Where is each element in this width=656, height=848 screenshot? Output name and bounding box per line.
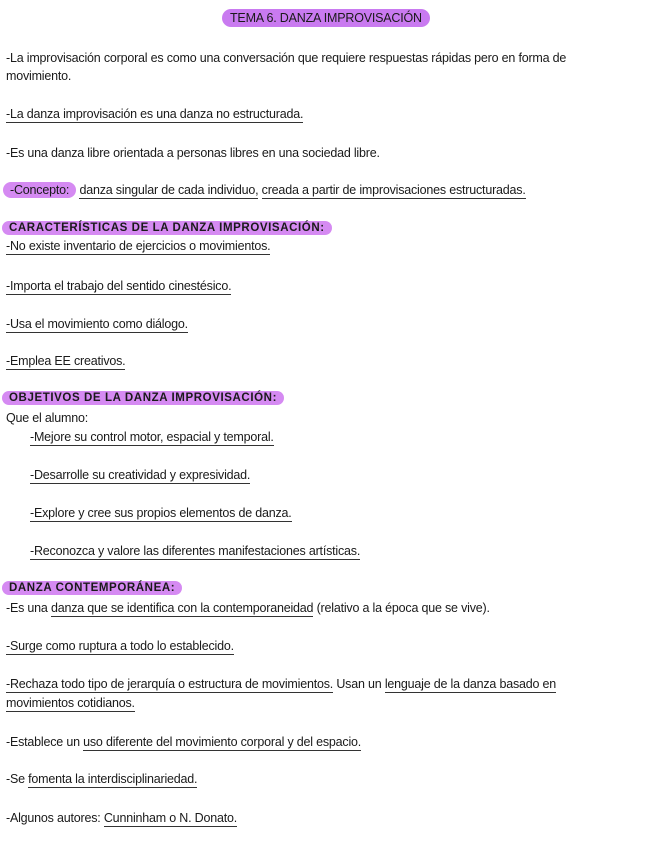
contemporary-heading-line	[2, 580, 182, 596]
cont-item-3a: -Rechaza todo tipo de jerarquía o estructura de movimientos.	[6, 677, 334, 691]
cont-item-5-line	[6, 771, 197, 787]
obj-item-3: -Explore y cree sus propios elementos de danza.	[30, 506, 292, 520]
cont-item-2: -Surge como ruptura a todo lo establecido.	[6, 639, 234, 653]
cont-item-3b: Usan un	[336, 677, 382, 691]
objectives-heading: OBJETIVOS DE LA DANZA IMPROVISACIÓN:	[2, 391, 284, 405]
objectives-lead-line	[6, 410, 88, 426]
objectives-heading-line	[2, 390, 284, 406]
cont-item-3d: movimientos cotidianos.	[6, 696, 135, 710]
concept-label: -Concepto:	[3, 182, 76, 198]
cont-item-6-line	[6, 810, 237, 826]
concept-line	[3, 182, 526, 198]
cont-item-5b: fomenta la interdisciplinariedad.	[28, 772, 198, 786]
cont-item-4b: uso diferente del movimiento corporal y del espacio.	[83, 735, 362, 749]
cont-item-3-line1	[6, 676, 556, 692]
obj-item-2-line	[30, 467, 250, 483]
char-item-3-line	[6, 316, 188, 332]
char-item-3: -Usa el movimiento como diálogo.	[6, 317, 188, 331]
intro-p2-line	[6, 106, 303, 122]
characteristics-heading: CARACTERÍSTICAS DE LA DANZA IMPROVISACIÓN:	[2, 221, 332, 235]
cont-item-6b: Cunninham o N. Donato.	[103, 811, 238, 825]
objectives-lead: Que el alumno:	[6, 411, 88, 425]
concept-text-a: danza singular de cada individuo,	[79, 183, 259, 197]
char-item-1-line	[6, 238, 270, 254]
intro-p3: -Es una danza libre orientada a personas libres en una sociedad libre.	[6, 146, 380, 160]
cont-item-2-line	[6, 638, 234, 654]
char-item-1: -No existe inventario de ejercicios o movimientos.	[6, 239, 271, 253]
cont-item-1a: -Es una	[6, 601, 48, 615]
cont-item-4-line	[6, 734, 361, 750]
cont-item-3c: lenguaje de la danza basado en	[384, 677, 557, 691]
obj-item-4-line	[30, 543, 360, 559]
obj-item-1: -Mejore su control motor, espacial y temporal.	[30, 430, 274, 444]
obj-item-3-line	[30, 505, 292, 521]
char-item-4-line	[6, 353, 125, 369]
intro-p1-line2	[6, 68, 71, 84]
obj-item-1-line	[30, 429, 274, 445]
char-item-2: -Importa el trabajo del sentido cinestésico.	[6, 279, 232, 293]
char-item-4: -Emplea EE creativos.	[6, 354, 126, 368]
intro-p2: -La danza improvisación es una danza no estructurada.	[6, 107, 304, 121]
concept-text-b: creada a partir de improvisaciones estructuradas.	[261, 183, 526, 197]
intro-p1b: movimiento.	[6, 69, 72, 83]
cont-item-1c: (relativo a la época que se vive).	[316, 601, 490, 615]
cont-item-5a: -Se	[6, 772, 25, 786]
cont-item-1-line	[6, 600, 490, 616]
char-item-2-line	[6, 278, 231, 294]
intro-p3-line	[6, 145, 380, 161]
cont-item-1b: danza que se identifica con la contemporaneidad	[50, 601, 314, 615]
contemporary-heading: DANZA CONTEMPORÁNEA:	[2, 581, 182, 595]
intro-p1a: -La improvisación corporal es como una conversación que requiere respuestas rápidas pero en forma de	[6, 51, 567, 65]
characteristics-heading-line	[2, 220, 332, 236]
title-line	[222, 10, 430, 26]
cont-item-4a: -Establece un	[6, 735, 80, 749]
obj-item-2: -Desarrolle su creatividad y expresividad.	[30, 468, 251, 482]
page-title: TEMA 6. DANZA IMPROVISACIÓN	[222, 9, 430, 27]
obj-item-4: -Reconozca y valore las diferentes manifestaciones artísticas.	[30, 544, 361, 558]
cont-item-6a: -Algunos autores:	[6, 811, 101, 825]
intro-p1-line1	[6, 50, 566, 66]
cont-item-3-line2	[6, 695, 135, 711]
